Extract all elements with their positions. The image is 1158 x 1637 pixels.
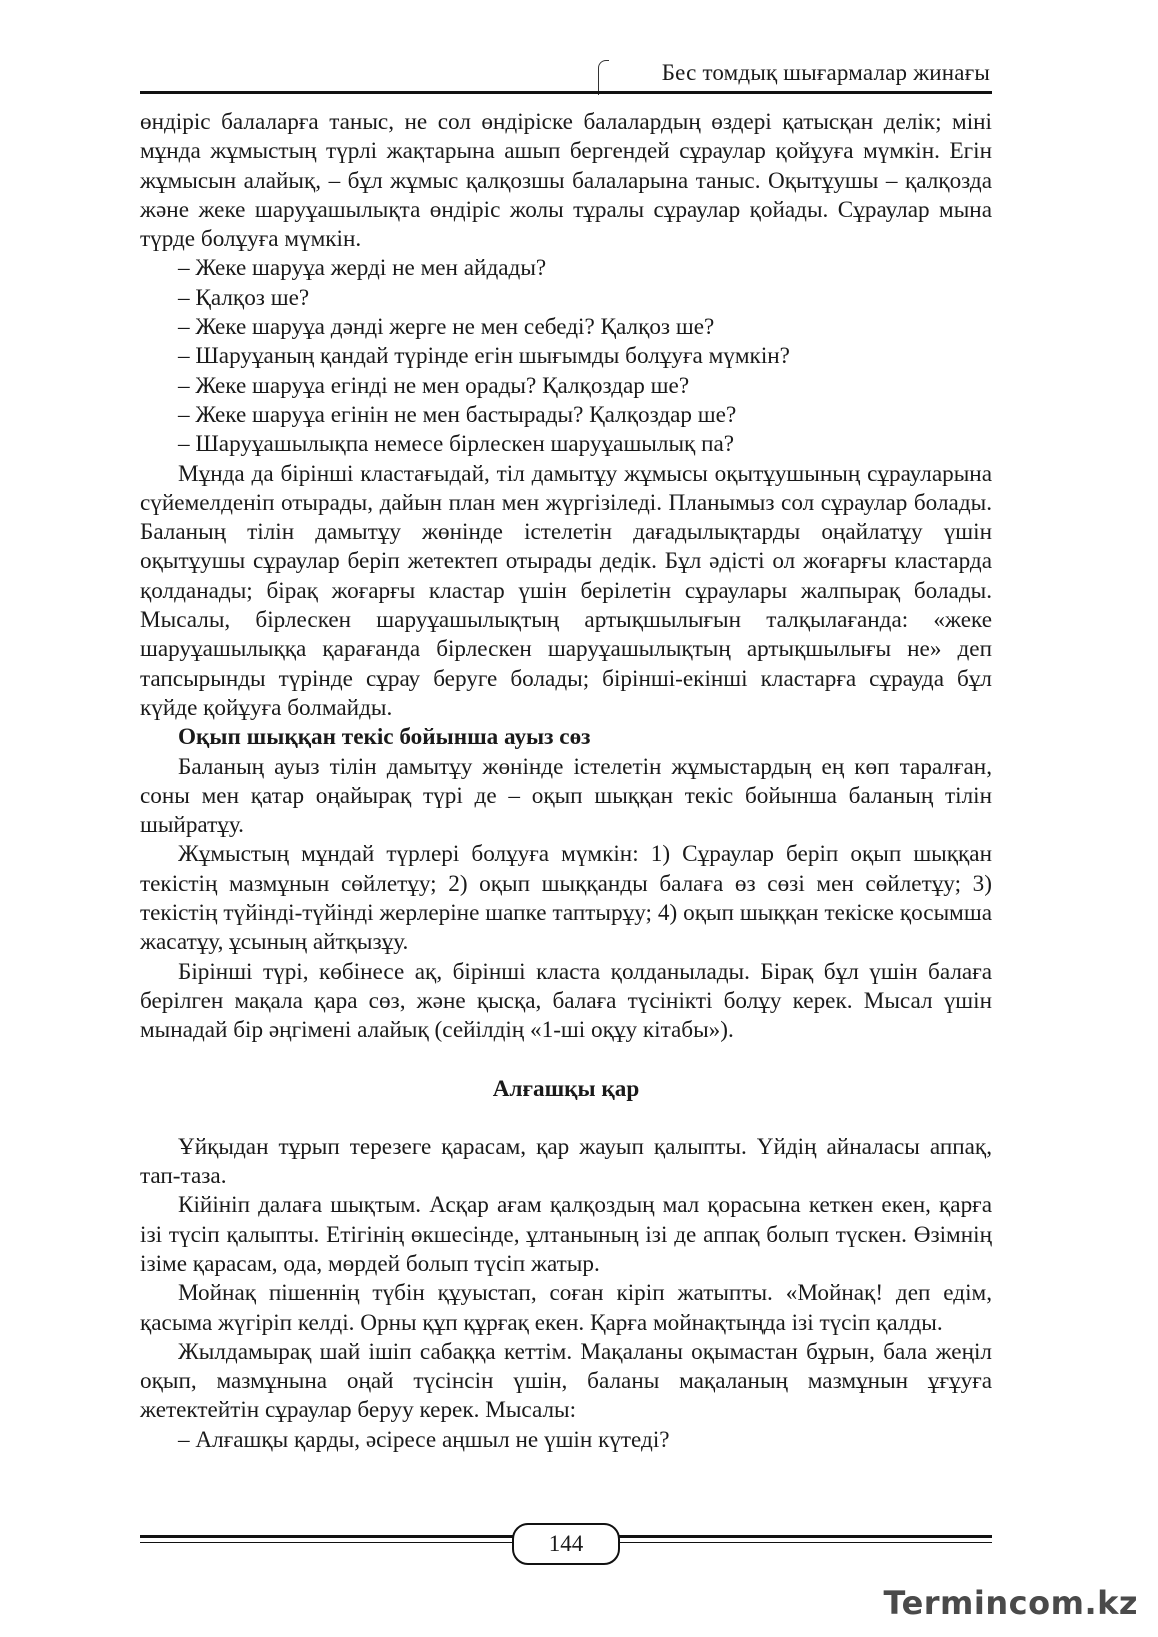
question-line: – Жеке шаруұа егінін не мен бастырады? Қалқоздар ше? bbox=[178, 401, 737, 428]
question-line: – Қалқоз ше? bbox=[178, 284, 310, 311]
section-heading: Оқып шыққан текіс бойынша ауыз сөз bbox=[178, 724, 591, 751]
page-footer bbox=[140, 1523, 992, 1563]
question-line: – Шаруұаның қандай түрінде егін шығымды болұуға мүмкін? bbox=[178, 343, 790, 370]
header-rule bbox=[140, 91, 992, 94]
paragraph: Ұйқыдан тұрып терезеге қарасам, қар жауып қалыпты. Үйдің айналасы аппақ, тап-таза. bbox=[140, 1133, 992, 1190]
running-header bbox=[140, 54, 992, 94]
question-line: – Жеке шаруұа жерді не мен айдады? bbox=[178, 255, 547, 282]
paragraph: Кійініп далаға шықтым. Асқар ағам қалқоздың мал қорасына кеткен екен, қарға ізі түсіп қалыпты. Етігінің өкшесінде, ұлтанының ізі де аппақ болып түскен. Өзімнің ізіме қарасам, ода, мөрдей болып түсіп жатыр. bbox=[140, 1192, 992, 1277]
paragraph: Мұнда да бірінші кластағыдай, тіл дамытұу жұмысы оқытұушының сұрауларына сүйемелденіп отырады, дайын план мен жүргізіледі. Планымыз сол сұраулар болады. Баланың тілін дамытұу жөнінде істелетін дағадылықтарды оңайлатұу үшін оқытұушы сұраулар беріп жетектеп отырады дедік. Бұл әдісті ол жоғарғы кластарда қолданады; бірақ жоғарғы кластар үшін берілетін сұраулары жалпырақ болады. Мысалы, бірлескен шаруұашылықтың артықшылығын талқылағанда: «жеке шаруұашылыққа қарағанда бірлескен шаруұашылықтың артықшылығы не» деп тапсырынды түрінде сұрау беруге болады; бірінші-екінші кластарға сұрауда бұл күйде қойұуға болмайды. bbox=[140, 460, 992, 721]
question-line: – Жеке шаруұа дәнді жерге не мен себеді? Қалқоз ше? bbox=[178, 314, 715, 341]
page-number: 144 bbox=[512, 1523, 620, 1565]
page-body bbox=[140, 108, 992, 1455]
story-title: Алғашқы қар bbox=[492, 1075, 640, 1102]
header-title: Бес томдық шығармалар жинағы bbox=[661, 60, 990, 85]
question-line: – Жеке шаруұа егінді не мен орады? Қалқоздар ше? bbox=[178, 372, 690, 399]
paragraph: Баланың ауыз тілін дамытұу жөнінде істелетін жұмыстардың ең көп таралған, соны мен қатар оңайырақ түрі де – оқып шыққан текіс бойынша баланың тілін шыйратұу. bbox=[140, 753, 992, 839]
paragraph: өндіріс балаларға таныс, не сол өндіріске балалардың өздері қатысқан делік; міні мұнда жұмыстың түрлі жақтарына ашып бергендей сұраулар қойұуға мүмкін. Егін жұмысын алайық, – бұл жұмыс қалқозшы балаларына таныс. Оқытұушы – қалқозда және жеке шаруұашылықта өндіріс жолы тұралы сұраулар қойады. Сұраулар мына түрде болұуға мүмкін. bbox=[140, 109, 992, 253]
question-line: – Алғашқы қарды, әсіресе аңшыл не үшін күтеді? bbox=[178, 1426, 670, 1453]
paragraph: Жылдамырақ шай ішіп сабаққа кеттім. Мақаланы оқымастан бұрын, бала жеңіл оқып, мазмұнына оңай түсінсін үшін, баланы мақаланың мазмұнын ұғұуға жетектейтін сұраулар беруу керек. Мысалы: bbox=[140, 1338, 992, 1424]
header-ornament bbox=[598, 60, 609, 95]
paragraph: Бірінші түрі, көбінесе ақ, бірінші класта қолданылады. Бірақ бұл үшін балаға берілген мақала қара сөз, және қысқа, балаға түсінікті болұу керек. Мысал үшін мынадай бір әңгімені алайық (сейілдің «1-ші оқұу кітабы»). bbox=[140, 958, 992, 1044]
paragraph: Жұмыстың мұндай түрлері болұуға мүмкін: 1) Сұраулар беріп оқып шыққан текістің мазмұнын сөйлетұу; 2) оқып шыққанды балаға өз сөзі мен сөйлетұу; 3) текістің түйінді-түйінді жерлеріне шапке таптырұу; 4) оқып шыққан текіске қосымша жасатұу, ұсының айтқызұу. bbox=[140, 841, 992, 956]
question-line: – Шаруұашылықпа немесе бірлескен шаруұашылық па? bbox=[178, 431, 735, 458]
watermark-logo: Termincom.kz bbox=[883, 1584, 1138, 1622]
paragraph: Мойнақ пішеннің түбін құуыстап, соған кіріп жатыпты. «Мойнақ! деп едім, қасыма жүгіріп келді. Орны құп құрғақ екен. Қарға мойнақтыңда ізі түсіп қалды. bbox=[140, 1280, 992, 1336]
